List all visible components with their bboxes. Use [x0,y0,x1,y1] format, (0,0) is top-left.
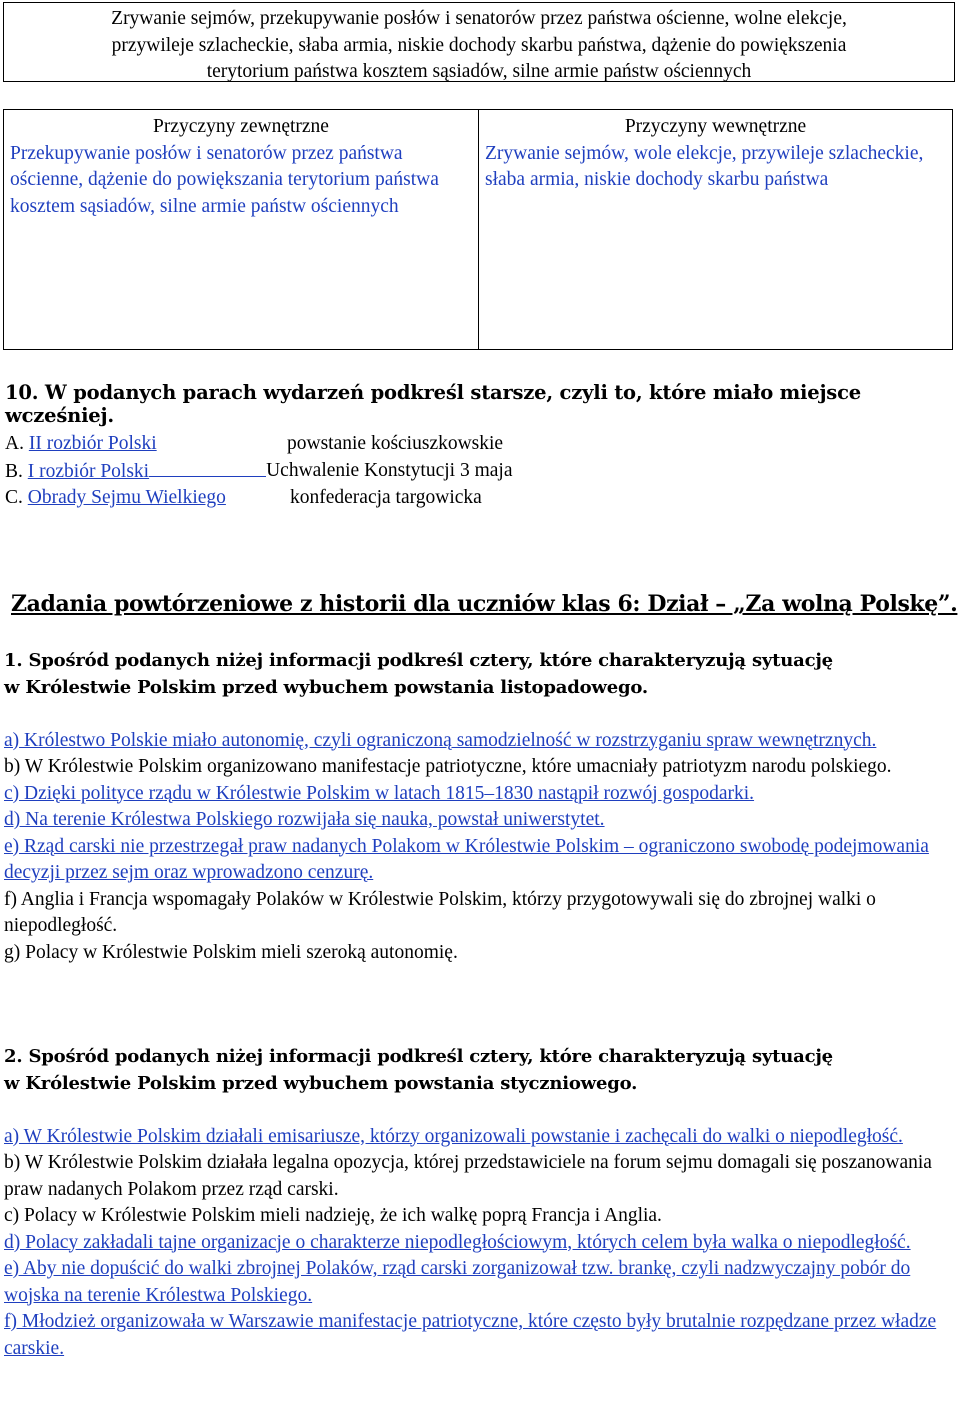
underline-blank [149,458,266,477]
answer-item: e) Rząd carski nie przestrzegał praw nadanych Polakom w Królestwie Polskim – ograniczono swobodę podejmowania decyzji przez sejm oraz wprowadzono cenzurę. [4,835,929,883]
external-causes-cell [4,110,479,349]
answer-item: b) W Królestwie Polskim organizowano manifestacje patriotyczne, które umacniały patriotyzm narodu polskiego. [4,756,892,777]
internal-causes-cell [479,110,952,349]
answer-item: e) Aby nie dopuścić do walki zbrojnej Polaków, rząd carski zorganizował tzw. brankę, czyli nadzwyczajny pobór do wojska na terenie Królestwa Polskiego. [4,1258,911,1306]
question-1-heading: 1. Spośród podanych niżej informacji podkreśl cztery, które charakteryzują sytuację [4,650,833,671]
answer-item: f) Młodzież organizowała w Warszawie manifestacje patriotyczne, które często były brutalnie rozpędzane przez władze carskie. [4,1311,937,1359]
answer-item: g) Polacy w Królestwie Polskim mieli szeroką autonomię. [4,941,458,963]
answer-item: a) Królestwo Polskie miało autonomię, czyli ograniczoną samodzielność w rozstrzyganiu spraw wewnętrznych. [4,729,877,751]
pair-second-event: powstanie kościuszkowskie [287,433,504,454]
internal-causes-text: Zrywanie sejmów, wole elekcje, przywileje szlacheckie, słaba armia, niskie dochody skarbu państwa [485,142,924,190]
question-1-heading: w Królestwie Polskim przed wybuchem powstania listopadowego. [4,676,648,698]
answer-item: c) Polacy w Królestwie Polskim mieli nadzieję, że ich walkę poprą Francja i Anglia. [4,1205,662,1226]
question-2-heading: w Królestwie Polskim przed wybuchem powstania styczniowego. [4,1072,638,1094]
event-pair [5,431,512,458]
summary-line: terytorium państwa kosztem sąsiadów, silne armie państw ościennych [206,61,752,82]
question-1 [4,648,954,966]
answer-item: a) W Królestwie Polskim działali emisariusze, którzy organizowali powstanie i zachęcali do walki o niepodległość. [4,1125,903,1147]
event-pairs [5,431,512,512]
external-causes-text: Przekupywanie posłów i senatorów przez państwa ościenne, dążenie do powiększania terytorium państwa kosztem sąsiadów, silne armie państw ościennych [10,142,439,217]
event-pair [5,485,512,512]
internal-causes-header: Przyczyny wewnętrzne [624,116,807,137]
answer-item: c) Dzięki polityce rządu w Królestwie Polskim w latach 1815–1830 nastąpił rozwój gospodarki. [4,782,755,804]
answer-item: d) Na terenie Królestwa Polskiego rozwijała się nauka, powstał uniwerstytet. [4,809,605,830]
answer-item: f) Anglia i Francja wspomagały Polaków w Królestwie Polskim, którzy przygotowywali się do zbrojnej walki o niepodległość. [4,888,876,936]
summary-box [3,2,955,82]
question-2 [4,1044,954,1362]
pair-letter: C. [5,487,23,508]
pair-letter: A. [5,433,24,454]
summary-line: przywileje szlacheckie, słaba armia, niskie dochody skarbu państwa, dążenie do powiększenia [111,34,847,56]
event-pair [5,458,512,486]
pair-first-event: II rozbiór Polski [28,433,157,454]
answer-item: b) W Królestwie Polskim działała legalna opozycja, której przedstawiciele na forum sejmu domagali się poszanowania praw nadanych Polakom przez rząd carski. [4,1152,932,1200]
pair-second-event: konfederacja targowicka [290,487,482,508]
question-2-heading: 2. Spośród podanych niżej informacji podkreśl cztery, które charakteryzują sytuację [4,1046,833,1067]
question-10-heading: 10. W podanych parach wydarzeń podkreśl starsze, czyli to, które miało miejsce wcześniej. [5,381,861,427]
pair-first-event: Obrady Sejmu Wielkiego [27,487,226,508]
summary-line: Zrywanie sejmów, przekupywanie posłów i senatorów przez państwa ościenne, wolne elekcje, [111,8,847,29]
external-causes-header: Przyczyny zewnętrzne [153,116,329,137]
pair-letter: B. [5,460,23,482]
pair-first-event: I rozbiór Polski [27,460,150,482]
causes-table [3,109,953,350]
pair-second-event: Uchwalenie Konstytucji 3 maja [266,459,513,481]
answer-item: d) Polacy zakładali tajne organizacje o charakterze niepodległościowym, których celem była walka o niepodległość. [4,1231,911,1253]
page-title: Zadania powtórzeniowe z historii dla uczniów klas 6: Dział – „Za wolną Polskę”. [11,591,958,617]
